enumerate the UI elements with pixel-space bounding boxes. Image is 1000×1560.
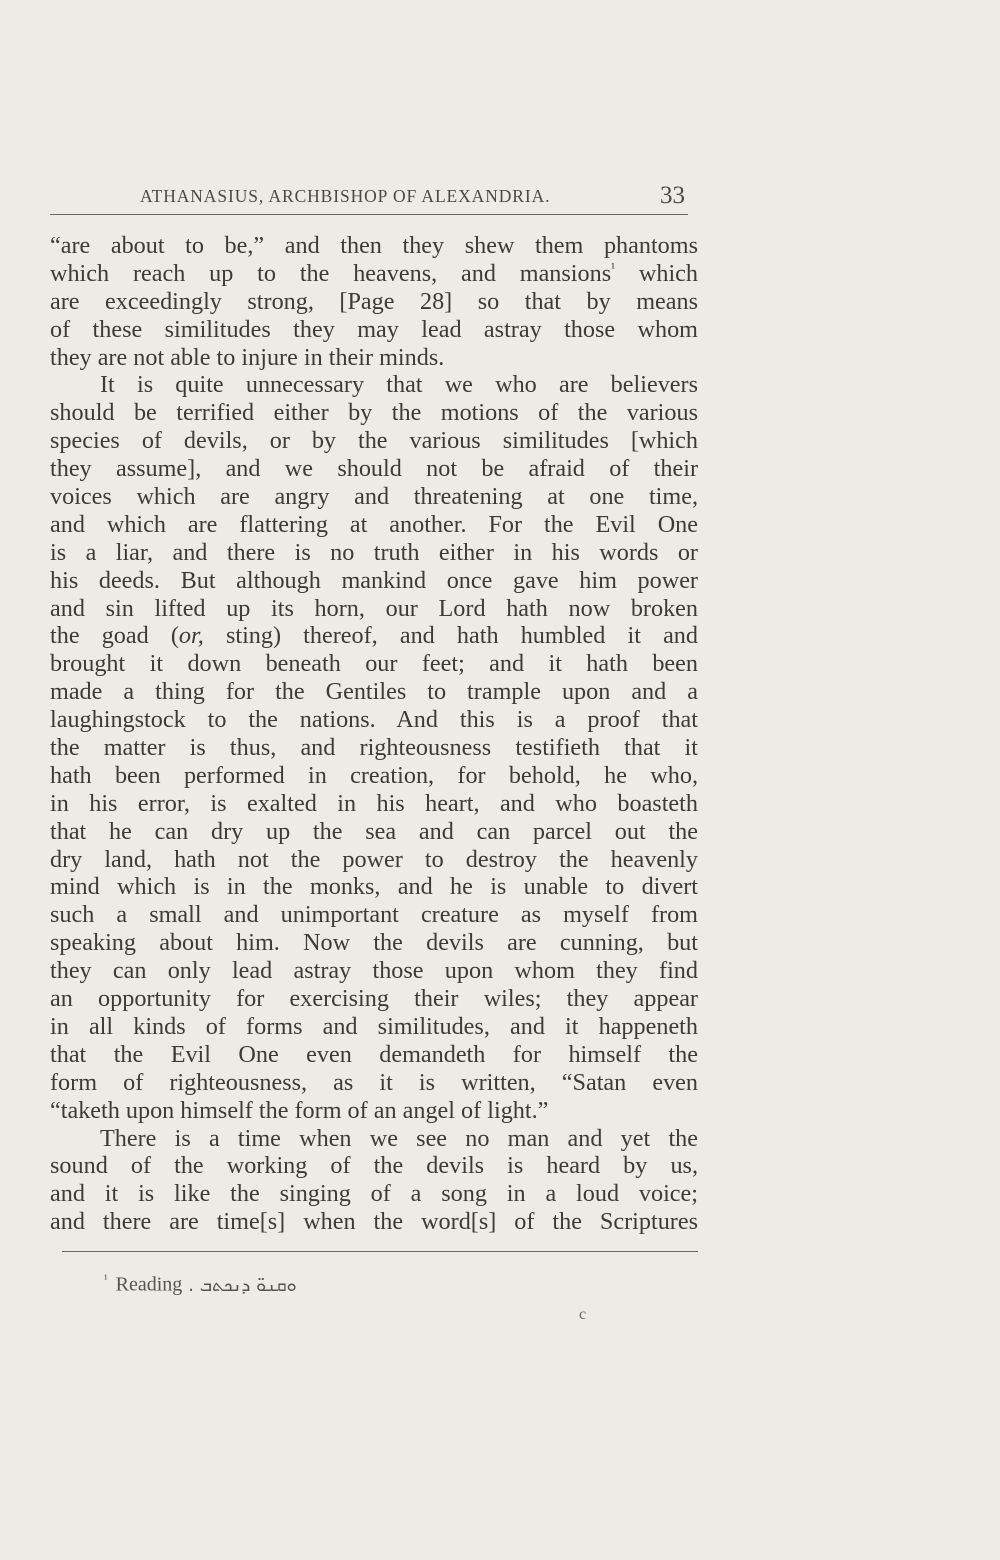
text-line: that the Evil One even demandeth for himself the: [50, 1040, 698, 1068]
running-head: [50, 182, 690, 212]
text-line: speaking about him. Now the devils are cunning, but: [50, 929, 698, 957]
text-line: and sin lifted up its horn, our Lord hath now broken: [50, 594, 698, 622]
text-line: they can only lead astray those upon whom they find: [50, 957, 698, 985]
text-line: laughingstock to the nations. And this is a proof that: [50, 706, 698, 734]
footnote-rule: [62, 1251, 698, 1252]
text-line: they assume], and we should not be afraid of their: [50, 455, 698, 483]
running-title: ATHANASIUS, ARCHBISHOP OF ALEXANDRIA.: [140, 186, 551, 206]
text-line: the goad (or, sting) thereof, and hath humbled it and: [50, 622, 698, 650]
page-number: 33: [660, 182, 685, 209]
text-line: should be terrified either by the motions of the various: [50, 399, 698, 427]
text-line: is a liar, and there is no truth either in his words or: [50, 538, 698, 566]
text-line: and which are flattering at another. For the Evil One: [50, 510, 698, 538]
body-text: [50, 232, 698, 1236]
signature-mark: c: [579, 1306, 587, 1323]
text-line: in his error, is exalted in his heart, and who boasteth: [50, 789, 698, 817]
text-line: they are not able to injure in their minds.: [50, 343, 445, 371]
text-line: There is a time when we see no man and yet the: [100, 1124, 698, 1152]
text-line: species of devils, or by the various similitudes [which: [50, 427, 698, 455]
footnote-number: ¹: [104, 1272, 108, 1286]
header-rule: [50, 214, 688, 215]
text-line: his deeds. But although mankind once gave him power: [50, 566, 698, 594]
text-line: and there are time[s] when the word[s] of the Scriptures: [50, 1208, 698, 1236]
italic-text: or,: [178, 622, 204, 650]
text-line: brought it down beneath our feet; and it hath been: [50, 650, 698, 678]
text-line: in all kinds of forms and similitudes, and it happeneth: [50, 1012, 698, 1040]
footnote: [104, 1272, 297, 1297]
text-line: the matter is thus, and righteousness testifieth that it: [50, 734, 698, 762]
text-line: and it is like the singing of a song in a loud voice;: [50, 1180, 698, 1208]
text-line: “are about to be,” and then they shew them phantoms: [50, 232, 698, 259]
footnote-reference: ¹: [611, 259, 616, 275]
text-line: that he can dry up the sea and can parcel out the: [50, 817, 698, 845]
text-line: are exceedingly strong, [Page 28] so that by means: [50, 287, 698, 315]
text-line: of these similitudes they may lead astray those whom: [50, 315, 698, 343]
text-line: made a thing for the Gentiles to trample upon and a: [50, 678, 698, 706]
footnote-syriac-text: ܘܩܢܘ̈ ܕܢܟܬܒ .: [188, 1274, 297, 1296]
text-line: which reach up to the heavens, and mansions$^{^1}$ which: [50, 259, 699, 287]
text-line: mind which is in the monks, and he is unable to divert: [50, 873, 698, 901]
text-line: voices which are angry and threatening at one time,: [50, 483, 698, 511]
text-line: an opportunity for exercising their wiles; they appear: [50, 985, 698, 1013]
text-line: such a small and unimportant creature as myself from: [50, 901, 698, 929]
text-line: sound of the working of the devils is heard by us,: [50, 1152, 698, 1180]
text-line: hath been performed in creation, for behold, he who,: [50, 761, 698, 789]
text-line: “taketh upon himself the form of an angel of light.”: [50, 1096, 549, 1124]
text-line: It is quite unnecessary that we who are believers: [100, 371, 698, 399]
text-line: form of righteousness, as it is written, “Satan even: [50, 1068, 698, 1096]
footnote-label: Reading: [115, 1273, 183, 1296]
text-line: dry land, hath not the power to destroy the heavenly: [50, 845, 698, 873]
